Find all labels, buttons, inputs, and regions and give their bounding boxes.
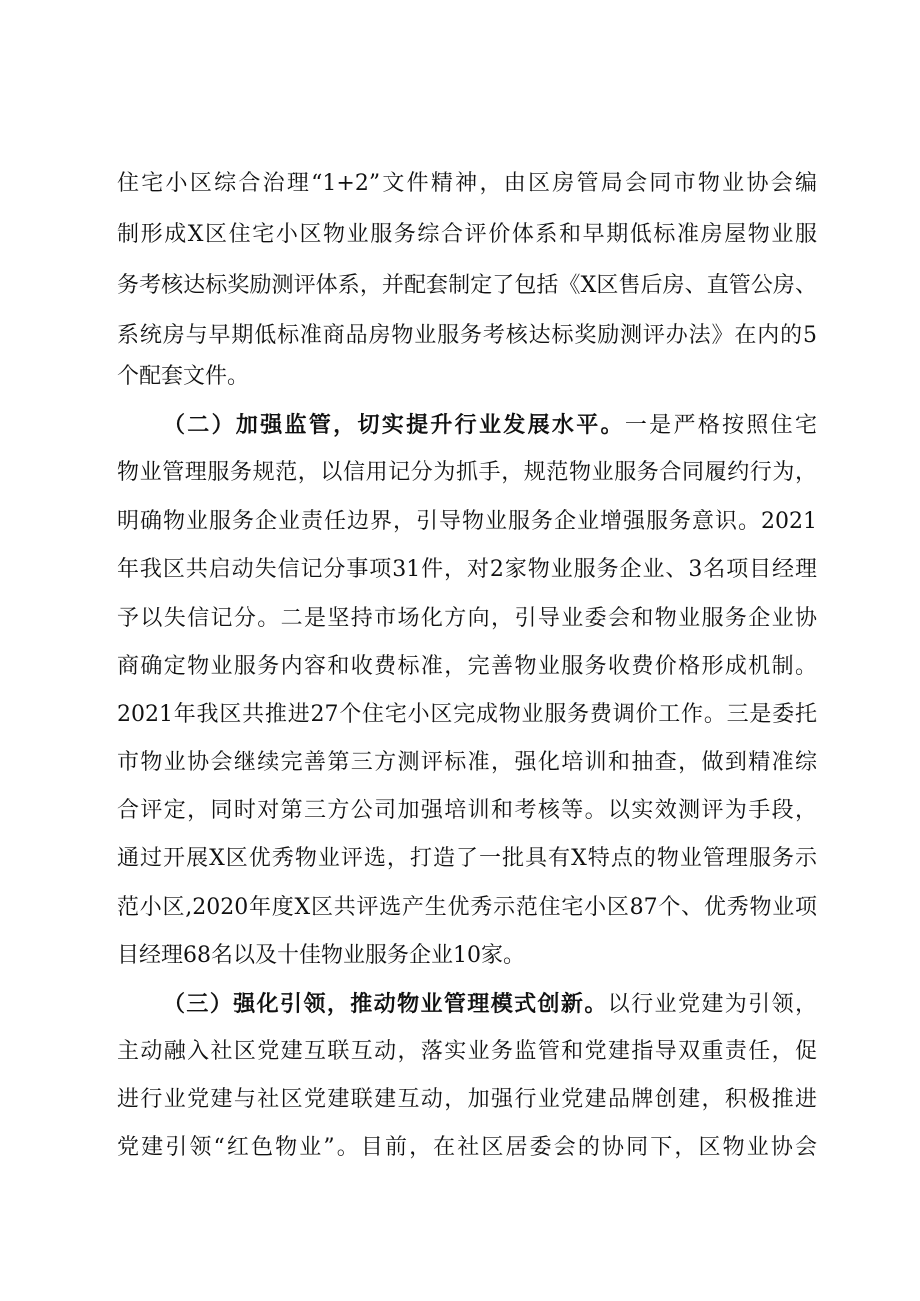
paragraph-2-first-line [163, 400, 817, 450]
paragraph-2-line-4: 年我区共启动失信记分事项31件，对2家物业服务企业、3名项目经理 [117, 557, 817, 582]
paragraph-2-line-5: 予以失信记分。二是坚持市场化方向，引导业委会和物业服务企业协 [117, 606, 817, 631]
paragraph-3-line-4: 党建引领“红色物业”。目前，在社区居委会的协同下，区物业协会 [117, 1135, 817, 1160]
paragraph-2-line-10: 通过开展X区优秀物业评选，打造了一批具有X特点的物业管理服务示 [117, 846, 817, 871]
paragraph-1-line-3: 务考核达标奖励测评体系，并配套制定了包括《X区售后房、直管公房、 [117, 273, 817, 298]
paragraph-2-line-8: 市物业协会继续完善第三方测评标准，强化培训和抽查，做到精准综 [117, 750, 817, 775]
paragraph-1-line-2: 制形成X区住宅小区物业服务综合评价体系和早期低标准房屋物业服 [117, 222, 817, 247]
section-heading-3: （三）强化引领，推动物业管理模式创新。 [163, 991, 608, 1017]
paragraph-3-first-line-rest: 以行业党建为引领， [607, 992, 817, 1017]
paragraph-3-first-line [163, 979, 817, 1029]
paragraph-2-line-9: 合评定，同时对第三方公司加强培训和考核等。以实效测评为手段， [117, 798, 817, 823]
paragraph-3-line-3: 进行业党建与社区党建联建互动，加强行业党建品牌创建，积极推进 [117, 1087, 817, 1112]
paragraph-1-line-1: 住宅小区综合治理“1+2”文件精神，由区房管局会同市物业协会编 [117, 171, 817, 196]
paragraph-2-line-11: 范小区,2020年度X区共评选产生优秀示范住宅小区87个、优秀物业项 [117, 895, 817, 920]
paragraph-2-line-2: 物业管理服务规范，以信用记分为抓手，规范物业服务合同履约行为， [117, 460, 817, 485]
paragraph-2-line-3: 明确物业服务企业责任边界，引导物业服务企业增强服务意识。2021 [117, 509, 817, 534]
paragraph-1-line-5: 个配套文件。 [117, 364, 250, 389]
paragraph-2-line-6: 商确定物业服务内容和收费标准，完善物业服务收费价格形成机制。 [117, 654, 817, 679]
paragraph-3-line-2: 主动融入社区党建互联互动，落实业务监管和党建指导双重责任，促 [117, 1039, 817, 1064]
paragraph-2-first-line-rest: 一是严格按照住宅 [624, 413, 817, 438]
section-heading-2: （二）加强监管，切实提升行业发展水平。 [163, 412, 625, 438]
paragraph-2-line-12: 目经理68名以及十佳物业服务企业10家。 [117, 943, 525, 968]
paragraph-2-line-7: 2021年我区共推进27个住宅小区完成物业服务费调价工作。三是委托 [117, 702, 817, 727]
paragraph-1-line-4: 系统房与早期低标准商品房物业服务考核达标奖励测评办法》在内的5 [117, 323, 817, 348]
